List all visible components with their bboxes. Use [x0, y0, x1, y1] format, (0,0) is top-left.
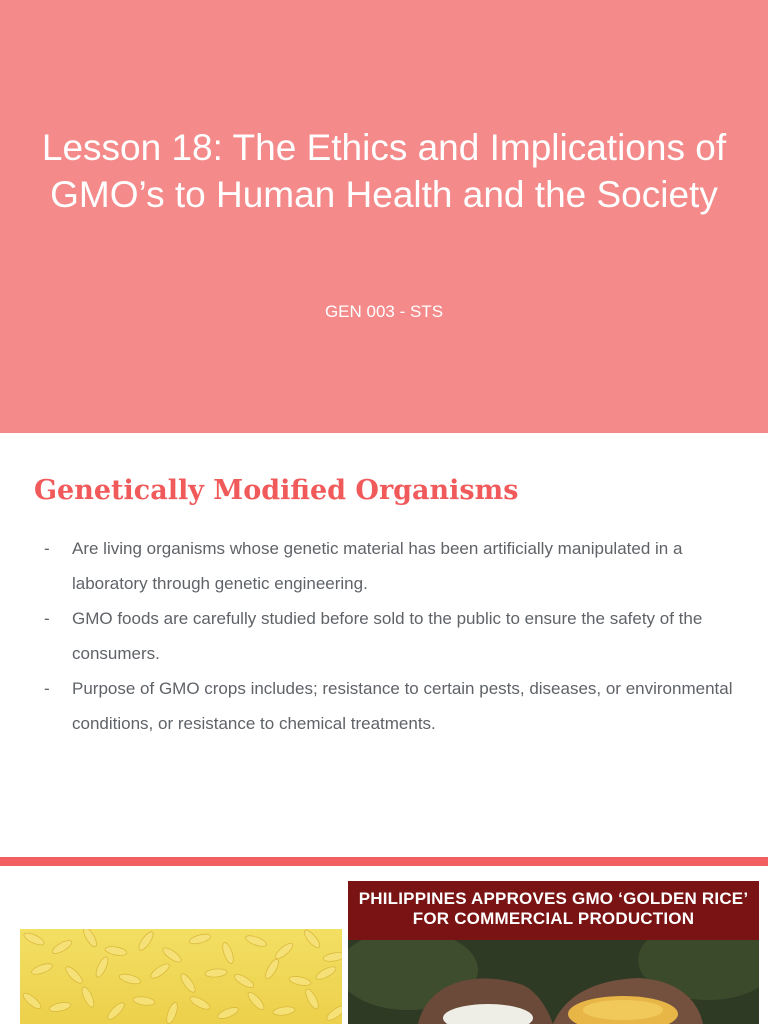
golden-rice-photo	[20, 929, 342, 1024]
golden-rice-slide	[0, 866, 768, 1024]
rice-grains-image	[20, 929, 342, 1024]
gmo-definition-slide	[0, 433, 768, 857]
bullet-text: Purpose of GMO crops includes; resistance to certain pests, diseases, or environmental conditions, or resistance to chemical treatments.	[72, 679, 733, 733]
bullet-marker: -	[44, 679, 50, 698]
bullet-list	[44, 531, 744, 741]
bullet-marker: -	[44, 539, 50, 558]
course-code: GEN 003 - STS	[324, 302, 444, 321]
slide-divider	[0, 857, 768, 866]
bullet-marker: -	[44, 609, 50, 628]
news-headline: PHILIPPINES APPROVES GMO ‘GOLDEN RICE’ FOR COMMERCIAL PRODUCTION	[358, 889, 749, 928]
title-slide	[0, 0, 768, 433]
bullet-text: GMO foods are carefully studied before sold to the public to ensure the safety of the consumers.	[72, 609, 703, 663]
bullet-item	[44, 601, 744, 671]
bullet-item	[44, 671, 744, 741]
slide-heading: Genetically Modified Organisms	[34, 475, 519, 506]
hands-holding-rice-image	[348, 940, 759, 1024]
news-banner	[348, 881, 759, 940]
bullet-text: Are living organisms whose genetic material has been artificially manipulated in a laboratory through genetic engineering.	[72, 539, 683, 593]
bullet-item	[44, 531, 744, 601]
lesson-title: Lesson 18: The Ethics and Implications of GMO’s to Human Health and the Society	[41, 127, 727, 215]
news-photo	[348, 881, 759, 1024]
